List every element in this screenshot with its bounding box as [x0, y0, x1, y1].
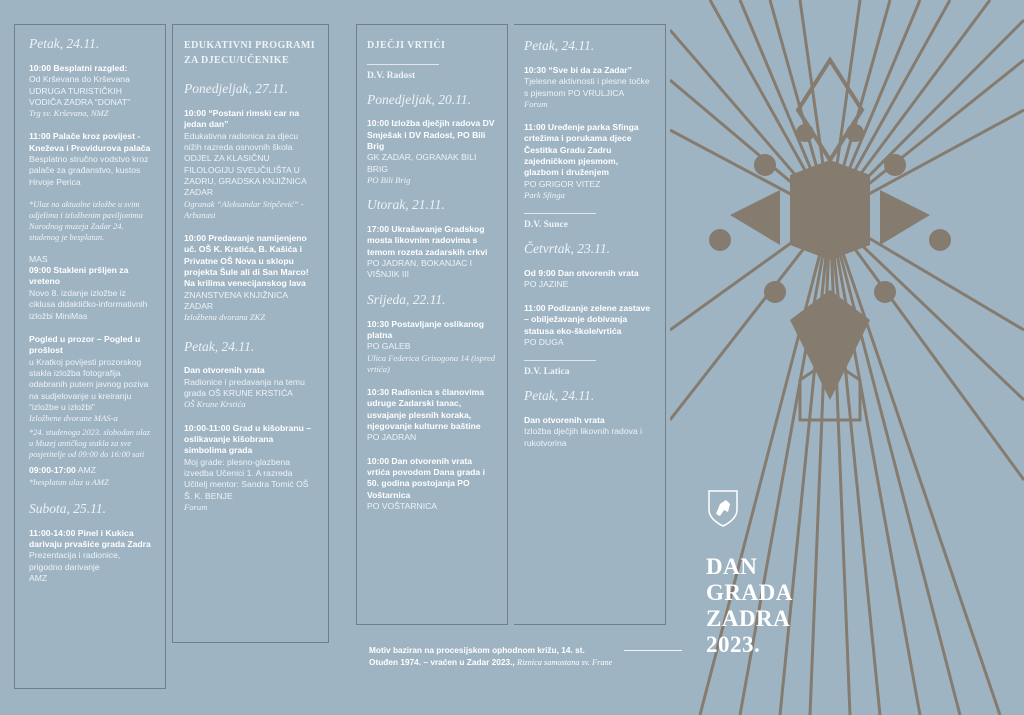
event-item: [29, 465, 153, 488]
event-venue: MAS: [29, 253, 48, 264]
day-heading: Četvrtak, 23.11.: [524, 241, 610, 257]
event-desc: PO GRIGOR VITEZ: [524, 178, 601, 189]
event-item: [524, 303, 655, 348]
motif-caption: [369, 644, 679, 669]
event-desc: PO JADRAN, BOKANJAC I VIŠNJIK III: [367, 258, 473, 280]
day-heading: Utorak, 21.11.: [367, 197, 445, 213]
event-title: 09:00-17:00: [29, 465, 76, 476]
event-item: [524, 415, 655, 449]
program-column-1: [14, 24, 166, 689]
event-title: 11:00 Palače kroz povijest - Kneževa i Providurova palača: [29, 131, 151, 153]
event-title: Dan otvorenih vrata: [184, 365, 265, 376]
event-title: 10:00 “Postani rimski car na jedan dan”: [184, 107, 300, 130]
event-title: 11:00 Podizanje zelene zastave – obilježavanje dobivanja statusa eko-škole/vrtića: [524, 302, 651, 336]
kindergarten-heading: D.V. Radost: [367, 70, 416, 81]
event-place: Park Sfinga: [524, 190, 565, 201]
cross-ray: [830, 215, 1024, 480]
event-place: *besplatan ulaz u AMZ: [29, 476, 109, 487]
event-item: [367, 224, 497, 281]
program-column-4: [514, 24, 666, 625]
event-venue: AMZ: [77, 465, 96, 476]
event-desc: Edukativna radionica za djecu nižih razreda osnovnih škola ODJEL ZA KLASIČNU FILOLOGIJU SVEUČILIŠTA U ZADRU, GRADSKA KNJIŽNICA ZADAR: [184, 130, 307, 198]
day-heading: Subota, 25.11.: [29, 500, 106, 516]
event-venue: AMZ: [29, 572, 48, 583]
program-column-3: [356, 24, 507, 625]
section-title: DJEČJI VRTIĆI: [367, 40, 446, 51]
event-item: [184, 365, 318, 410]
caption-line: Otuđen 1974. – vraćen u Zadar 2023.,: [369, 657, 515, 668]
cross-ray: [810, 215, 830, 715]
title-line: DAN: [706, 554, 758, 579]
event-desc: ZNANSTVENA KNJIŽNICA ZADAR: [184, 289, 288, 311]
event-title: Pogled u prozor – Pogled u prošlost: [29, 333, 141, 356]
event-title: 11:00 Uređenje parka Sfinga crtežima i porukama djece Čestitka Gradu Zadru zajedničkom pjesmom, glazbom i druženjem: [524, 122, 639, 178]
event-desc: PO DUGA: [524, 336, 564, 347]
event-title: 17:00 Ukrašavanje Gradskog mosta likovnim radovima s temom rozeta zadarskih crkvi: [367, 224, 488, 257]
event-item: [29, 334, 153, 425]
event-item: [184, 233, 318, 324]
event-item: [367, 319, 497, 375]
event-item: [524, 122, 655, 201]
event-desc: PO GALEB: [367, 341, 411, 352]
event-item: [367, 456, 497, 513]
caption-place: Riznica samostana sv. Frane: [517, 658, 613, 668]
day-heading: Srijeda, 22.11.: [367, 291, 446, 307]
kindergarten-heading: D.V. Sunce: [524, 220, 568, 231]
title-line: ZADRA: [706, 605, 791, 631]
zadar-crest-icon: [706, 488, 740, 528]
note-text: *24. studenoga 2023. slobodan ulaz u Muzej antičkog stakla za sve posjetitelje od 09:00 do 16:00 sati: [29, 428, 150, 460]
event-item: [367, 118, 497, 186]
event-desc: PO JAZINE: [524, 279, 569, 290]
event-item: [29, 528, 153, 585]
event-title: 09:00 Stakleni pršljen za vreteno: [29, 265, 129, 287]
event-desc: PO JADRAN: [367, 432, 417, 443]
day-heading: Ponedjeljak, 20.11.: [367, 91, 471, 107]
day-heading: Petak, 24.11.: [184, 338, 255, 354]
event-desc: PO VOŠTARNICA: [367, 501, 438, 512]
event-desc: Tjelesne aktivnosti i plesne točke s pjesmom PO VRULJICA: [524, 76, 650, 98]
event-place: Izložbene dvorane MAS-a: [29, 413, 118, 424]
cross-ornaments: [709, 60, 951, 420]
event-desc: Moj grade: plesno-glazbena izvedba Učenici 1. A razreda Učitelj mentor: Sandra Tomić OŠ Š. K. BENJE: [184, 456, 309, 501]
day-heading: Petak, 24.11.: [524, 38, 595, 53]
column-divider: [507, 24, 508, 625]
event-desc: GK ZADAR, OGRANAK BILI BRIG: [367, 152, 477, 174]
event-place: Izložbena dvorana ZKZ: [184, 312, 266, 323]
event-item: [524, 268, 655, 291]
event-place: Ogranak “Aleksandar Stipčević” - Arbanasi: [184, 198, 304, 220]
caption-line: Motiv baziran na procesijskom ophodnom križu, 14. st.: [369, 645, 585, 655]
event-item: [184, 108, 318, 221]
event-place: Forum: [184, 501, 208, 512]
cross-ray: [830, 215, 850, 715]
event-title: 10:00 Predavanje namijenjeno uč. OŠ K. Krstića, B. Kašića i Privatne OŠ Nova u sklopu projekta Šule ali di San Marco! Na krilima venecijanskog lava: [184, 232, 309, 289]
event-title: 10:00-11:00 Grad u kišobranu – oslikavanje kišobrana simbolima grada: [184, 422, 312, 456]
divider: [524, 213, 596, 214]
event-desc: Prezentacija i radionice, prigodno darivanje: [29, 550, 121, 572]
day-heading: Ponedjeljak, 27.11.: [184, 81, 288, 96]
event-place: Trg sv. Krševana, NMZ: [29, 108, 109, 119]
event-desc: Izložba dječjih likovnih radova i rukotvorina: [524, 426, 642, 448]
event-place: PO Bili Brig: [367, 175, 411, 186]
event-title: 11:00-14:00 Pinel i Kukica darivaju prvašiće grada Zadra: [29, 527, 151, 549]
kindergarten-heading: D.V. Latica: [524, 367, 570, 378]
event-desc: Radionice i predavanja na temu grada OŠ KRUNE KRSTIĆA: [184, 376, 305, 399]
event-place: Ulica Federica Grisogona 14 (ispred vrtića): [367, 352, 496, 374]
event-item: [29, 63, 153, 120]
event-title-block: [706, 554, 793, 658]
event-title: Od 9:00 Dan otvorenih vrata: [524, 268, 639, 279]
event-item: [367, 387, 497, 444]
event-title: 10:30 Radionica s članovima udruge Zadarski tanac, usvajanje plesnih koraka, njegovanje kulturne baštine: [367, 387, 485, 432]
event-title: Dan otvorenih vrata: [524, 415, 605, 426]
divider: [367, 64, 439, 65]
day-heading: Petak, 24.11.: [524, 388, 595, 404]
event-title: 10:30 Postavljanje oslikanog platna: [367, 318, 485, 340]
event-item: [29, 131, 153, 188]
section-title: EDUKATIVNI PROGRAMI ZA DJECU/UČENIKE: [184, 40, 316, 66]
title-line: GRADA: [706, 579, 793, 605]
event-desc: Novo 8. izdanje izložbe iz ciklusa didaktičko-informativnih izložbi MiniMas: [29, 287, 148, 321]
event-item: [524, 65, 655, 110]
event-title: 10:00 Izložba dječjih radova DV Smješak i DV Radost, PO Bili Brig: [367, 118, 495, 152]
event-item: [184, 423, 318, 514]
title-line: 2023.: [706, 631, 761, 657]
event-place: Forum: [524, 98, 548, 109]
event-title: 10:30 “Sve bi da za Zadar”: [524, 64, 632, 75]
event-title: 10:00 Dan otvorenih vrata vrtića povodom Dana grada i 50. godina postojanja PO Voštarnica: [367, 455, 485, 500]
event-desc: u Kratkoj povijesti prozorskog stakla izložba fotografija odabranih putem javnog poziva na sudjelovanje u kreiranju “izložbe u izložbi”: [29, 356, 149, 412]
event-place: OŠ Krune Krstića: [184, 399, 246, 410]
event-item: [29, 254, 153, 322]
event-desc: Besplatno stručno vodstvo kroz palače za građanstvo, kustos Hrvoje Perica: [29, 154, 149, 187]
event-title: 10:00 Besplatni razgled:: [29, 62, 128, 73]
event-desc: Od Krševana do Krševana UDRUGA TURISTIČKIH VODIČA ZADRA “DONAT”: [29, 74, 131, 107]
note-text: *Ulaz na aktualne izložbe u svim odjelima i izložbenim paviljonima Narodnog muzeja Zadar 24. studenog je besplatan.: [29, 200, 143, 242]
day-heading: Petak, 24.11.: [29, 36, 100, 51]
divider: [524, 360, 596, 361]
program-column-2: [172, 24, 329, 643]
